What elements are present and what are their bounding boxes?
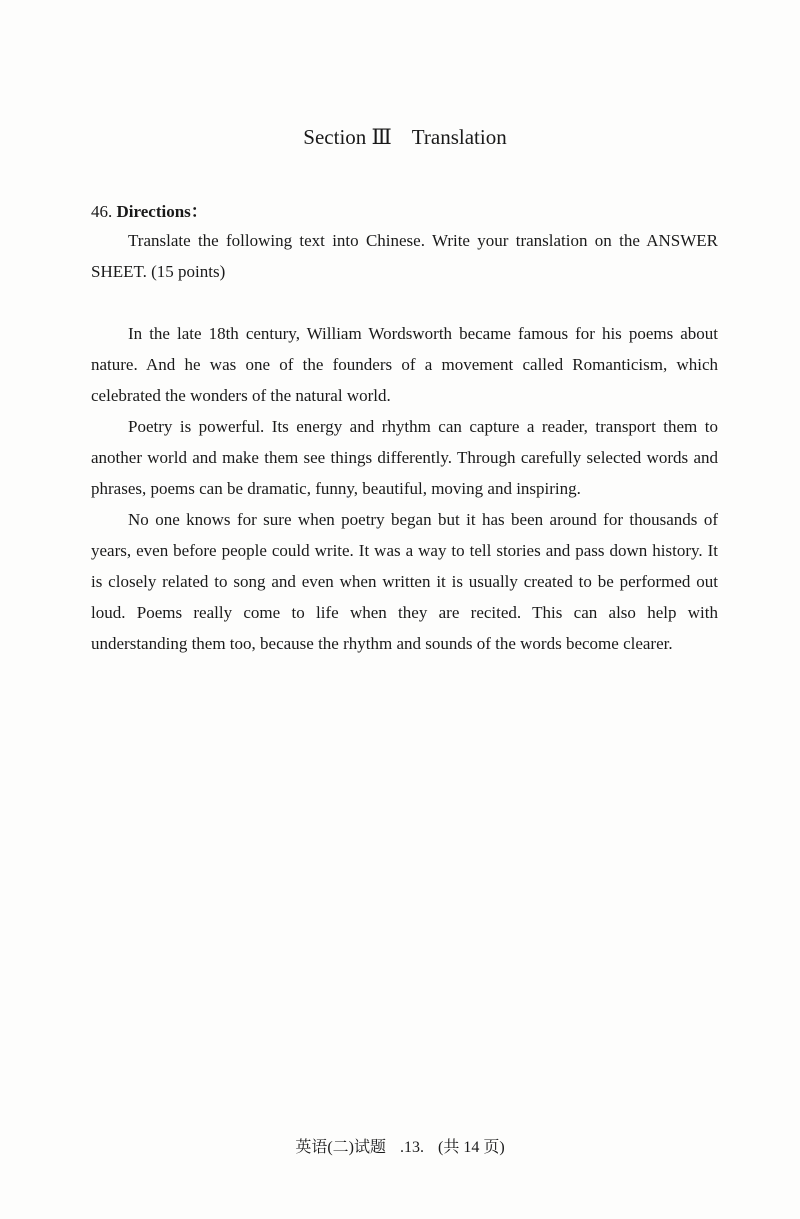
directions-body bbox=[91, 225, 718, 287]
footer-total-pages: (共 14 页) bbox=[438, 1139, 505, 1156]
directions-instructions: Translate the following text into Chinese. Write your translation on the ANSWER SHEET. (15 points) bbox=[91, 231, 718, 281]
question-number: 46. bbox=[91, 202, 113, 221]
section-heading bbox=[0, 125, 800, 150]
passage-paragraph-2: Poetry is powerful. Its energy and rhythm can capture a reader, transport them to another world and make them see things differently. Through carefully selected words and phrases, poems can be dramatic, funny, beautiful, moving and inspiring. bbox=[91, 417, 718, 498]
section-number: Section Ⅲ bbox=[303, 125, 392, 149]
passage-paragraph-1: In the late 18th century, William Wordsworth became famous for his poems about nature. And he was one of the founders of a movement called Romanticism, which celebrated the wonders of the natural world. bbox=[91, 324, 718, 405]
section-title: Translation bbox=[411, 125, 507, 149]
footer-subject: 英语(二)试题 bbox=[295, 1139, 386, 1156]
question-header bbox=[91, 197, 208, 222]
footer-page-number: .13. bbox=[400, 1139, 424, 1156]
translation-passage bbox=[91, 318, 718, 659]
directions-colon: ： bbox=[190, 202, 208, 221]
passage-paragraph-3: No one knows for sure when poetry began but it has been around for thousands of years, even before people could write. It was a way to tell stories and pass down history. It is closely related to song and even when written it is usually created to be performed out loud. Poems really come to life when they are recited. This can also help with understanding them too, because the rhythm and sounds of the words become clearer. bbox=[91, 510, 718, 653]
directions-label: Directions bbox=[116, 202, 191, 221]
page-footer bbox=[0, 1134, 800, 1157]
